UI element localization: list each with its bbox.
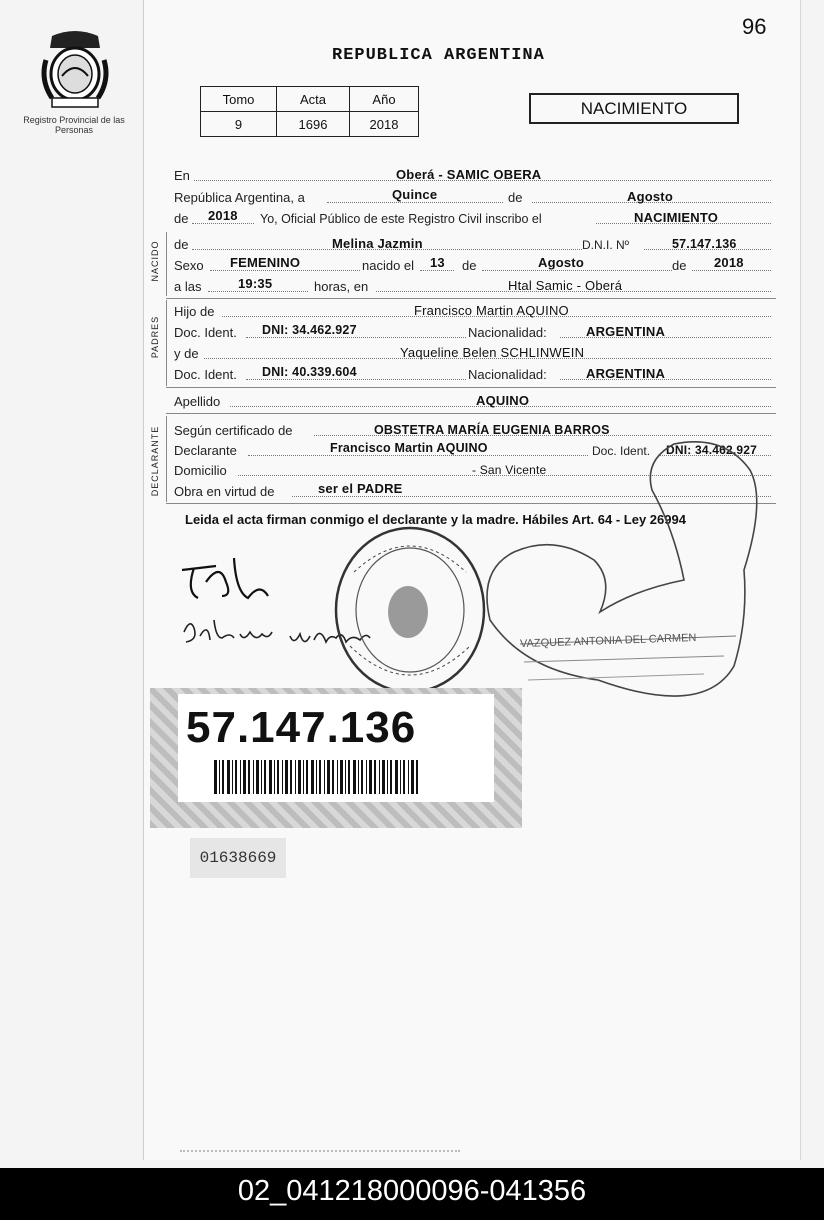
row-father-doc [174,322,774,342]
separator [166,387,776,388]
dotted-line [482,270,672,271]
republica-label: República Argentina, a [174,190,305,205]
section-divider [166,232,167,296]
mother-name-value: Yaqueline Belen SCHLINWEIN [400,345,585,360]
faded-bottom-text [180,1150,460,1158]
birth-month-value: Agosto [538,255,584,270]
nacido-section-label: NACIDO [150,240,160,282]
row-mother [174,343,774,363]
declarante-label: Declarante [174,443,237,458]
certificado-label: Según certificado de [174,423,293,438]
declarante-name-value: Francisco Martin AQUINO [330,441,488,455]
row-place [174,165,774,185]
child-dni-value: 57.147.136 [672,237,737,251]
father-name-value: Francisco Martin AQUINO [414,303,569,318]
mother-doc-value: DNI: 40.339.604 [262,365,357,379]
row-apellido [174,391,774,411]
acta-value: 1696 [277,112,350,137]
father-nationality-value: ARGENTINA [586,324,666,339]
dotted-line [327,202,503,203]
serial-stamp: 01638669 [190,838,286,878]
row-year [174,208,774,228]
father-doc-value: DNI: 34.462.927 [262,323,357,337]
row-sex-birth [174,255,774,275]
tomo-header: Tomo [201,87,277,112]
inscribo-text: Yo, Oficial Público de este Registro Civil inscribo el [260,212,542,226]
document-title: REPUBLICA ARGENTINA [332,46,545,65]
logo-caption: Registro Provincial de las Personas [23,115,125,135]
domicilio-label: Domicilio [174,463,227,478]
apellido-label: Apellido [174,394,221,409]
row-date-words [174,187,774,207]
row-mother-doc [174,364,774,384]
year-value: 2018 [208,208,238,223]
child-name-value: Melina Jazmin [332,236,423,251]
y-de-label: y de [174,346,199,361]
declarante-signature [176,552,288,608]
dotted-line [208,291,308,292]
dotted-line [192,223,254,224]
registry-table [200,86,419,137]
record-word-value: NACIMIENTO [634,210,719,225]
nacido-el-label: nacido el [362,258,415,273]
place-value: Oberá - SAMIC OBERA [396,167,542,182]
dotted-line [210,270,360,271]
dni-label: D.N.I. Nº [582,238,630,252]
provincial-coat-of-arms-logo [38,30,112,110]
sticker-dni-number: 57.147.136 [186,703,417,752]
anio-value: 2018 [350,112,419,137]
birth-place-value: Htal Samic - Oberá [508,278,623,293]
dotted-line [692,270,771,271]
dotted-line [420,270,454,271]
doc-label: Doc. Ident. [592,444,651,458]
sexo-value: FEMENINO [230,255,301,270]
row-name [174,234,774,254]
separator [166,298,776,299]
row-father [174,301,774,321]
birth-year-value: 2018 [714,255,744,270]
page-number: 96 [742,14,767,39]
de-label: de [508,190,523,205]
apellido-value: AQUINO [476,393,530,408]
de-label: de [462,258,477,273]
de-label: de [672,258,687,273]
section-divider [166,416,167,502]
en-label: En [174,168,190,183]
obra-value: ser el PADRE [318,481,403,496]
horas-en-label: horas, en [314,279,369,294]
acta-header: Acta [277,87,350,112]
dotted-line [246,337,466,338]
registry-seal-stamp [330,520,490,696]
file-id-footer: 02_041218000096-041356 [0,1168,824,1220]
row-time-place [174,276,774,296]
tomo-value: 9 [201,112,277,137]
domicilio-value: - San Vicente [472,463,547,477]
doc-label: Doc. Ident. [174,325,237,340]
anio-header: Año [350,87,419,112]
nacionalidad-label: Nacionalidad: [468,325,547,340]
nacionalidad-label: Nacionalidad: [468,367,547,382]
declarante-section-label: DECLARANTE [150,425,160,497]
dotted-line [246,379,466,380]
birth-day-value: 13 [430,255,445,270]
section-divider [166,300,167,386]
separator [166,413,776,414]
hijo-de-label: Hijo de [174,304,215,319]
obra-label: Obra en virtud de [174,484,275,499]
de-label: de [174,237,189,252]
doc-label: Doc. Ident. [174,367,237,382]
year-prefix-label: de [174,211,189,226]
declarante-doc-value: DNI: 34.462.927 [666,443,758,457]
barcode [214,760,419,794]
official-stamp-name: VAZQUEZ ANTONIA DEL CARMEN [519,631,697,651]
birth-time-value: 19:35 [238,276,273,291]
month-value: Agosto [627,189,673,204]
day-words-value: Quince [392,187,438,202]
padres-section-label: PADRES [150,315,160,359]
sexo-label: Sexo [174,258,204,273]
mother-nationality-value: ARGENTINA [586,366,666,381]
a-las-label: a las [174,279,202,294]
certificado-value: OBSTETRA MARÍA EUGENIA BARROS [374,423,610,437]
official-signature-stamp [484,430,768,720]
record-type-box: NACIMIENTO [529,93,739,124]
closing-statement: Leida el acta firman conmigo el declarante y la madre. Hábiles Art. 64 - Ley 26994 [185,512,686,527]
